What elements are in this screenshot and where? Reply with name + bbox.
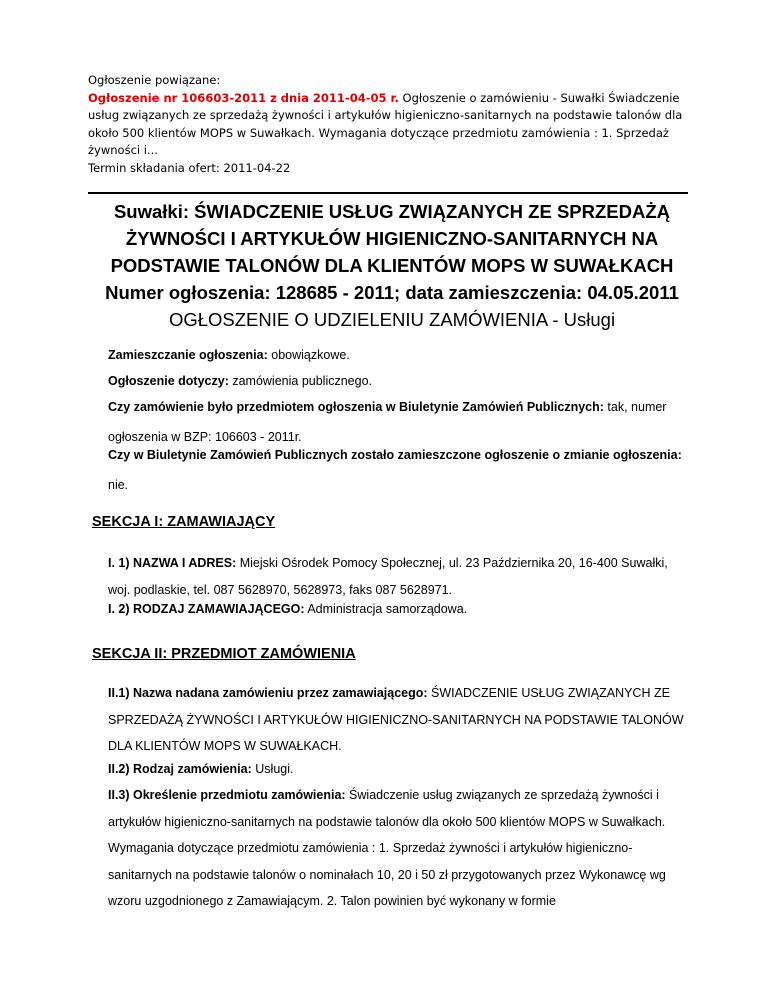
notice-title-block bbox=[92, 198, 692, 333]
related-heading: Ogłoszenie powiązane: bbox=[88, 73, 221, 87]
related-deadline: Termin składania ofert: 2011-04-22 bbox=[88, 160, 291, 175]
horizontal-divider bbox=[88, 192, 688, 194]
meta-change bbox=[108, 440, 688, 500]
meta-placement-value: obowiązkowe. bbox=[271, 348, 350, 362]
notice-type: OGŁOSZENIE O UDZIELENIU ZAMÓWIENIA - Usługi bbox=[168, 309, 616, 330]
section1-type-label: I. 2) RODZAJ ZAMAWIAJĄCEGO: bbox=[108, 602, 305, 616]
section2-name-label: II.1) Nazwa nadana zamówieniu przez zamawiającego: bbox=[108, 686, 428, 700]
section1-name-label: I. 1) NAZWA I ADRES: bbox=[108, 556, 237, 570]
meta-change-label: Czy w Biuletynie Zamówień Publicznych zostało zamieszczone ogłoszenie o zmianie ogłoszenia: bbox=[108, 448, 682, 462]
section1-heading: SEKCJA I: ZAMAWIAJĄCY bbox=[92, 514, 276, 530]
section2-desc-value: Świadczenie usług związanych ze sprzedażą żywności i artykułów higieniczno-sanitarnych na podstawie talonów dla około 500 klientów MOPS w Suwałkach. Wymagania dotyczące przedmiotu zamówienia : 1. Sprzedaż żywności i artykułów higieniczno-sanitarnych na podstawie talonów o nominałach 10, 20 i 50 zł przygotowanych przez Wykonawcę wg wzoru uzgodnionego z Zamawiającym. 2. Talon powinien być wykonany w formie bbox=[108, 788, 666, 908]
section2-kind-label: II.2) Rodzaj zamówienia: bbox=[108, 762, 252, 776]
section2-name-value: ŚWIADCZENIE USŁUG ZWIĄZANYCH ZE SPRZEDAŻĄ ŻYWNOŚCI I ARTYKUŁÓW HIGIENICZNO-SANITARNYCH NA PODSTAWIE TALONÓW DLA KLIENTÓW MOPS W SUWAŁKACH. bbox=[108, 686, 684, 753]
section1-type-value: Administracja samorządowa. bbox=[307, 602, 468, 616]
section2-name bbox=[108, 680, 688, 760]
related-notice bbox=[88, 72, 708, 178]
section2-desc-label: II.3) Określenie przedmiotu zamówienia: bbox=[108, 788, 346, 802]
related-summary: Ogłoszenie o zamówieniu - Suwałki Świadczenie usług związanych ze sprzedażą żywności i artykułów higieniczno-sanitarnych na podstawie talonów dla około 500 klientów MOPS w Suwałkach. Wymagania dotyczące przedmiotu zamówienia : 1. Sprzedaż żywności i... bbox=[88, 90, 683, 158]
meta-bzp-label: Czy zamówienie było przedmiotem ogłoszenia w Biuletynie Zamówień Publicznych: bbox=[108, 400, 604, 414]
notice-number: Numer ogłoszenia: 128685 - 2011; data zamieszczenia: 04.05.2011 bbox=[105, 282, 679, 303]
related-notice-link[interactable]: Ogłoszenie nr 106603-2011 z dnia 2011-04-05 r. bbox=[88, 90, 399, 105]
related-body bbox=[88, 90, 708, 160]
section2-heading: SEKCJA II: PRZEDMIOT ZAMÓWIENIA bbox=[92, 646, 356, 662]
meta-bzp-value: tak, numer ogłoszenia w BZP: 106603 - 2011r. bbox=[108, 400, 667, 444]
section2-kind-value: Usługi. bbox=[255, 762, 294, 776]
section2-description bbox=[108, 782, 688, 915]
section1-name-value: Miejski Ośrodek Pomocy Społecznej, ul. 23 Października 20, 16-400 Suwałki, woj. podlaskie, tel. 087 5628970, 5628973, faks 087 5628971. bbox=[108, 556, 668, 597]
meta-concerns-label: Ogłoszenie dotyczy: bbox=[108, 374, 229, 388]
section2-kind bbox=[108, 756, 688, 783]
meta-change-value: nie. bbox=[108, 478, 129, 492]
meta-placement-label: Zamieszczanie ogłoszenia: bbox=[108, 348, 268, 362]
notice-title: Suwałki: ŚWIADCZENIE USŁUG ZWIĄZANYCH ZE SPRZEDAŻĄ ŻYWNOŚCI I ARTYKUŁÓW HIGIENICZNO-SANITARNYCH NA PODSTAWIE TALONÓW DLA KLIENTÓW MOPS W SUWAŁKACH bbox=[110, 201, 674, 276]
section1-type bbox=[108, 596, 688, 623]
meta-concerns-value: zamówienia publicznego. bbox=[232, 374, 373, 388]
